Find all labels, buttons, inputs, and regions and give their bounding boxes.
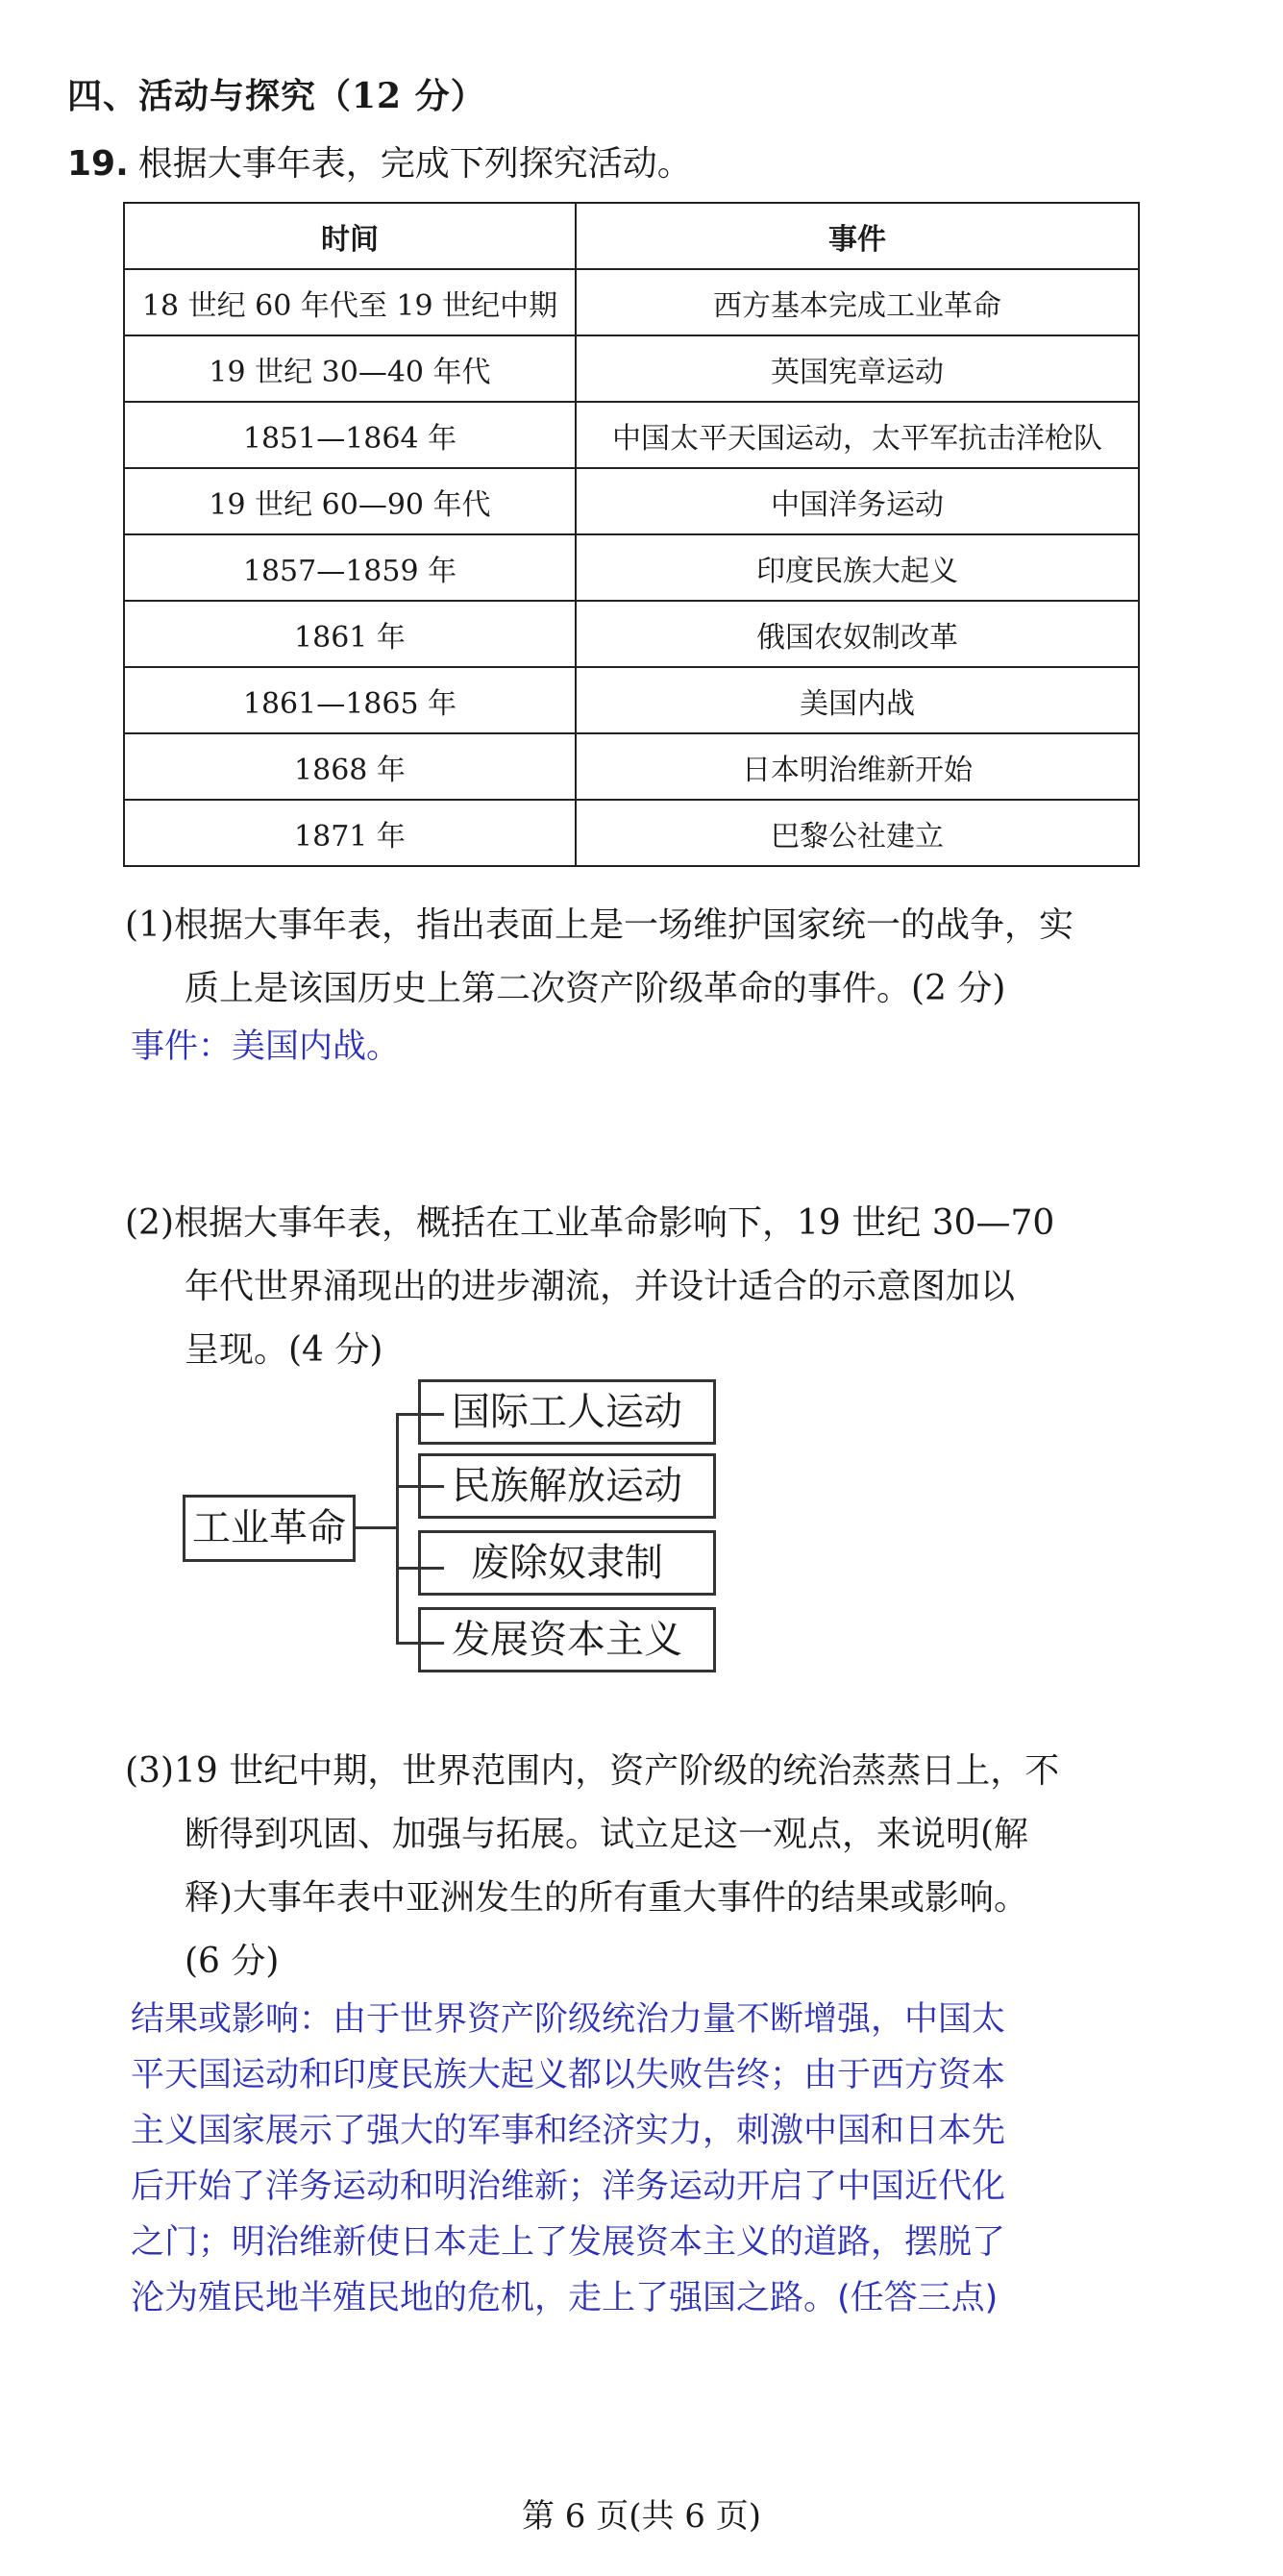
table-row xyxy=(124,269,1139,335)
table-cell-time: 1868 年 xyxy=(124,733,576,800)
table-cell-time: 1861 年 xyxy=(124,601,576,667)
table-cell-time: 1857—1859 年 xyxy=(124,534,576,601)
answer-3-line: 主义国家展示了强大的军事和经济实力，刺激中国和日本先 xyxy=(131,2112,1006,2150)
table-cell-time: 1871 年 xyxy=(124,800,576,866)
question-stem: 根据大事年表，完成下列探究活动。 xyxy=(137,144,692,184)
subquestion-2-line-2: 年代世界涌现出的进步潮流，并设计适合的示意图加以 xyxy=(185,1267,1016,1306)
subquestion-2-line-3: 呈现。(4 分) xyxy=(185,1330,383,1370)
table-row xyxy=(124,733,1139,800)
diagram-branch-box: 废除奴隶制 xyxy=(418,1530,716,1596)
diagram-branch-box: 民族解放运动 xyxy=(418,1453,716,1519)
answer-3-line: 沦为殖民地半殖民地的危机，走上了强国之路。(任答三点) xyxy=(131,2279,999,2317)
table-row xyxy=(124,800,1139,866)
table-row xyxy=(124,667,1139,733)
table-cell-event: 西方基本完成工业革命 xyxy=(576,269,1139,335)
diagram-branch-box: 国际工人运动 xyxy=(418,1379,716,1445)
subquestion-3-line-3: 释)大事年表中亚洲发生的所有重大事件的结果或影响。 xyxy=(185,1878,1029,1918)
table-row xyxy=(124,402,1139,468)
table-cell-event: 中国洋务运动 xyxy=(576,468,1139,534)
subquestion-2-line-1: (2)根据大事年表，概括在工业革命影响下，19 世纪 30—70 xyxy=(125,1203,1055,1243)
flow-diagram xyxy=(183,1384,759,1692)
table-cell-event: 日本明治维新开始 xyxy=(576,733,1139,800)
table-header-event: 事件 xyxy=(576,203,1139,269)
table-cell-time: 1851—1864 年 xyxy=(124,402,576,468)
answer-1: 事件：美国内战。 xyxy=(131,1028,401,1066)
subquestion-1 xyxy=(125,894,1144,1021)
answer-3 xyxy=(131,1992,1159,2326)
table-cell-time: 18 世纪 60 年代至 19 世纪中期 xyxy=(124,269,576,335)
page-footer: 第 6 页(共 6 页) xyxy=(521,2497,762,2536)
diagram-connector xyxy=(356,1526,399,1529)
subquestion-3-line-2: 断得到巩固、加强与拓展。试立足这一观点，来说明(解 xyxy=(185,1815,1029,1854)
subquestion-3 xyxy=(125,1740,1144,1994)
table-cell-event: 巴黎公社建立 xyxy=(576,800,1139,866)
table-cell-event: 中国太平天国运动，太平军抗击洋枪队 xyxy=(576,402,1139,468)
section-title: 四、活动与探究（12 分） xyxy=(67,76,486,116)
table-row xyxy=(124,601,1139,667)
table-cell-time: 1861—1865 年 xyxy=(124,667,576,733)
subquestion-3-line-1: (3)19 世纪中期，世界范围内，资产阶级的统治蒸蒸日上，不 xyxy=(125,1751,1060,1791)
table-header-time: 时间 xyxy=(124,203,576,269)
table-header-row xyxy=(124,203,1139,269)
diagram-branch-box: 发展资本主义 xyxy=(418,1607,716,1672)
diagram-root-box: 工业革命 xyxy=(183,1495,356,1562)
table-cell-event: 美国内战 xyxy=(576,667,1139,733)
subquestion-1-line-2: 质上是该国历史上第二次资产阶级革命的事件。(2 分) xyxy=(185,969,1006,1008)
subquestion-1-line-1: (1)根据大事年表，指出表面上是一场维护国家统一的战争，实 xyxy=(125,905,1073,945)
table-row xyxy=(124,335,1139,402)
diagram-connector xyxy=(396,1413,399,1644)
events-table xyxy=(123,202,1140,867)
question-number: 19. xyxy=(67,144,129,184)
table-cell-time: 19 世纪 30—40 年代 xyxy=(124,335,576,402)
answer-3-line: 后开始了洋务运动和明治维新；洋务运动开启了中国近代化 xyxy=(131,2167,1006,2206)
question-header xyxy=(67,136,692,186)
table-cell-event: 英国宪章运动 xyxy=(576,335,1139,402)
table-row xyxy=(124,534,1139,601)
subquestion-2 xyxy=(125,1192,1144,1382)
table-cell-event: 印度民族大起义 xyxy=(576,534,1139,601)
table-row xyxy=(124,468,1139,534)
table-cell-event: 俄国农奴制改革 xyxy=(576,601,1139,667)
table-cell-time: 19 世纪 60—90 年代 xyxy=(124,468,576,534)
answer-3-line: 之门；明治维新使日本走上了发展资本主义的道路，摆脱了 xyxy=(131,2223,1006,2262)
answer-3-line: 平天国运动和印度民族大起义都以失败告终；由于西方资本 xyxy=(131,2056,1006,2094)
subquestion-3-line-4: (6 分) xyxy=(185,1942,280,1981)
answer-3-line: 结果或影响：由于世界资产阶级统治力量不断增强，中国太 xyxy=(131,2000,1006,2039)
